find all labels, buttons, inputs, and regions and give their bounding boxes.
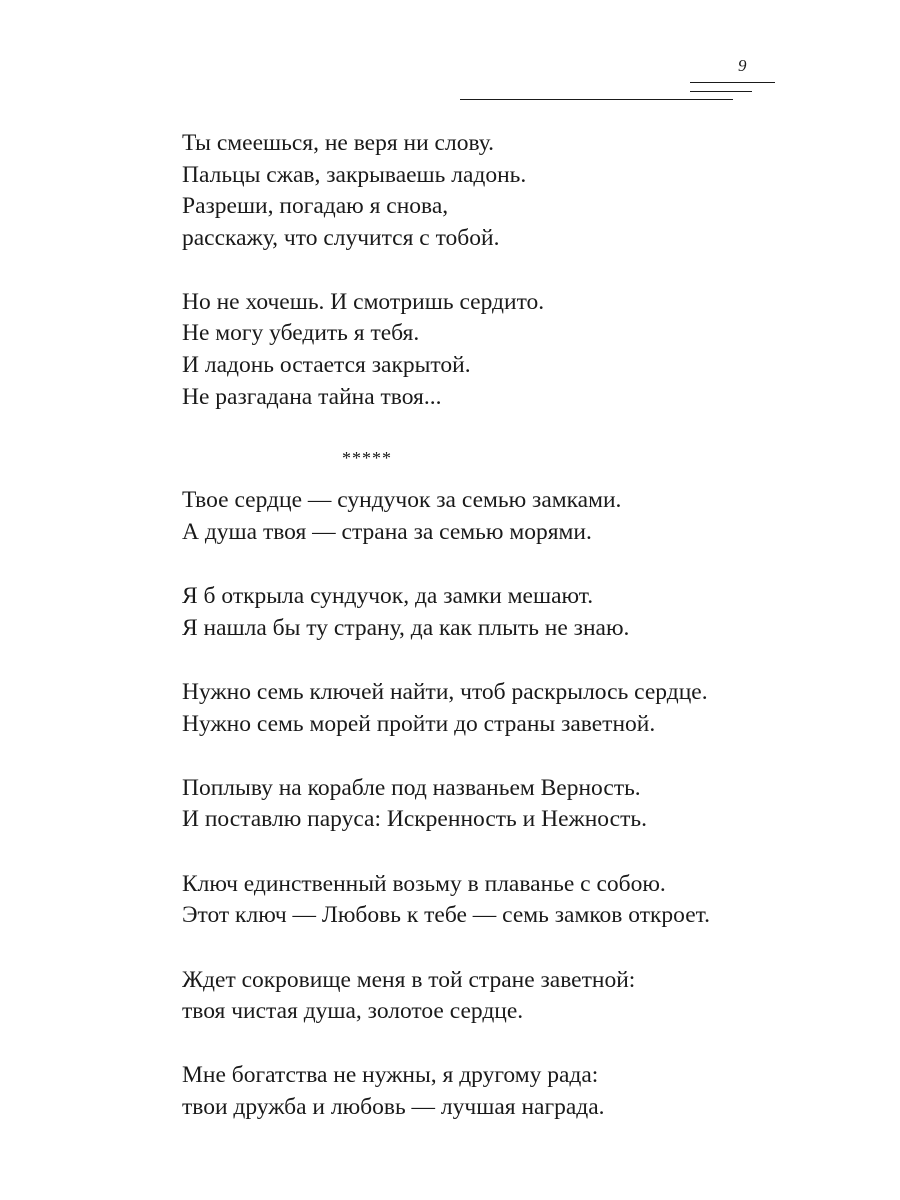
poem-line: твои дружба и любовь — лучшая награда. <box>182 1094 605 1121</box>
poem-line: Я нашла бы ту страну, да как плыть не знаю. <box>182 614 630 641</box>
poem-separator: ***** <box>342 448 392 468</box>
stanza <box>182 485 842 548</box>
poem-line: Пальцы сжав, закрываешь ладонь. <box>182 161 527 188</box>
poem-line: Этот ключ — Любовь к тебе — семь замков откроет. <box>182 902 711 929</box>
poem-line: А душа твоя — страна за семью морями. <box>182 518 592 545</box>
page-number: 9 <box>738 56 747 75</box>
header-rule-long <box>460 99 733 100</box>
poem-line: Не разгадана тайна твоя... <box>182 383 442 410</box>
stanza <box>182 581 842 644</box>
poem-line: Нужно семь ключей найти, чтоб раскрылось сердце. <box>182 678 708 705</box>
header-rule-middle <box>690 91 752 92</box>
poem-line: Разреши, погадаю я снова, <box>182 193 449 220</box>
header-rule-top <box>690 82 775 83</box>
poem-line: Я б открыла сундучок, да замки мешают. <box>182 582 594 609</box>
poem-line: Поплыву на корабле под названьем Верность. <box>182 774 641 801</box>
stanza <box>182 773 842 836</box>
poem-line: твоя чистая душа, золотое сердце. <box>182 998 524 1025</box>
poem-line: И ладонь остается закрытой. <box>182 351 471 378</box>
stanza <box>182 965 842 1028</box>
poem-one <box>182 128 842 413</box>
poem-line: Нужно семь морей пройти до страны заветной. <box>182 710 656 737</box>
poem-two <box>182 485 842 1124</box>
poem-line: расскажу, что случится с тобой. <box>182 225 500 252</box>
poem-line: Ключ единственный возьму в плаванье с собою. <box>182 870 666 897</box>
poem-line: И поставлю паруса: Искренность и Нежность. <box>182 806 647 833</box>
stanza <box>182 128 842 255</box>
poem-line: Но не хочешь. И смотришь сердито. <box>182 288 545 315</box>
stanza <box>182 677 842 740</box>
poem-line: Ты смеешься, не веря ни слову. <box>182 130 495 156</box>
stanza <box>182 1060 842 1123</box>
poem-line: Твое сердце — сундучок за семью замками. <box>182 487 622 513</box>
poem-line: Не могу убедить я тебя. <box>182 320 420 347</box>
poem-line: Мне богатства не нужны, я другому рада: <box>182 1062 599 1089</box>
poem-line: Ждет сокровище меня в той стране заветной: <box>182 966 636 993</box>
stanza <box>182 287 842 414</box>
stanza <box>182 869 842 932</box>
